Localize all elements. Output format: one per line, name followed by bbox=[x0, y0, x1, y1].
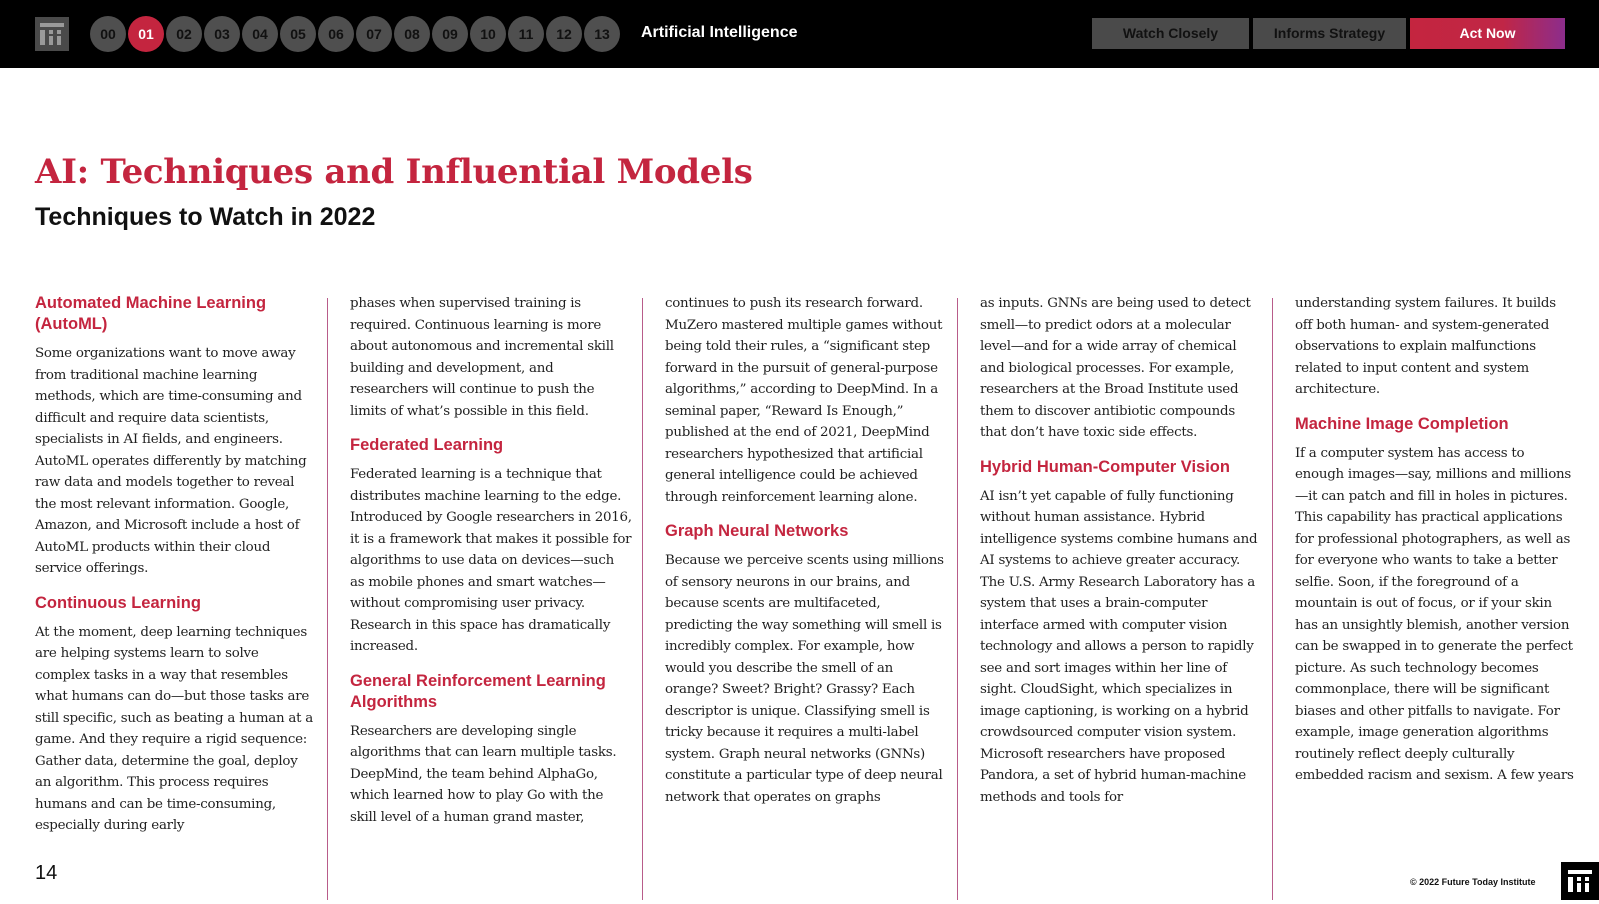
heading-federated-learning: Federated Learning bbox=[350, 436, 504, 454]
top-navigation-bar bbox=[0, 0, 1599, 68]
paragraph-continuous-learning-cont: phases when supervised training is required. Continuous learning is more about autonomous and incremental skill building and development, and researchers will continue to push the limits of what’s possible in this field. bbox=[350, 296, 614, 419]
heading-automl: Automated Machine Learning (AutoML) bbox=[35, 294, 267, 333]
text-column-3 bbox=[665, 293, 947, 821]
chapter-10-button[interactable]: 10 bbox=[470, 16, 506, 52]
heading-graph-neural-networks: Graph Neural Networks bbox=[665, 522, 849, 540]
text-column-4 bbox=[980, 293, 1262, 821]
fti-logo-icon[interactable] bbox=[35, 17, 69, 51]
paragraph-continuous-learning: At the moment, deep learning techniques are helping systems learn to solve complex tasks in a way that resembles what humans can do—but those tasks are still specific, such as beating a human at a game. And they require a rigid sequence: Gather data, determine the goal, deploy an algorithm. This process requires humans and can be time-consuming, especially during early bbox=[35, 624, 313, 833]
paragraph-hybrid-human-computer-vision: AI isn’t yet capable of fully functioning without human assistance. Hybrid intelligence systems combine humans and AI systems to achieve greater accuracy. The U.S. Army Research Laboratory has a system that uses a brain-computer interface armed with computer vision technology and allows a person to rapidly see and sort images within her line of sight. CloudSight, which specializes in image captioning, is working on a hybrid crowdsourced computer vision system. Microsoft researchers have proposed Pandora, a set of hybrid human-machine methods and tools for bbox=[980, 488, 1258, 805]
chapter-08-button[interactable]: 08 bbox=[394, 16, 430, 52]
column-divider bbox=[642, 298, 643, 900]
heading-continuous-learning: Continuous Learning bbox=[35, 593, 201, 612]
heading-general-reinforcement-learning: General Reinforcement Learning Algorithms bbox=[350, 671, 606, 711]
chapter-12-button[interactable]: 12 bbox=[546, 16, 582, 52]
paragraph-federated-learning: Federated learning is a technique that distributes machine learning to the edge. Introduced by Google researchers in 2016, it is a framework that makes it possible for algorithms to use data on devices—such as mobile phones and smart watches—without compromising user privacy. Research in this space has dramatically increased. bbox=[350, 467, 632, 654]
paragraph-machine-image-completion: If a computer system has access to enough images—say, millions and millions—it can patch and fill in holes in pictures. This capability has practical applications for professional photographers, as well as for everyone who wants to take a better selfie. Soon, if the foreground of a mountain is out of focus, or if your skin has an unsightly blemish, another version can be swapped in to generate the perfect picture. As such technology becomes commonplace, there will be significant biases and other pitfalls to navigate. For example, image generation algorithms routinely reflect deeply culturally embedded racism and sexism. A few years bbox=[1295, 445, 1574, 783]
column-divider bbox=[327, 298, 328, 900]
chapter-00-button[interactable]: 00 bbox=[90, 16, 126, 52]
chapter-03-button[interactable]: 03 bbox=[204, 16, 240, 52]
act-now-button[interactable]: Act Now bbox=[1410, 18, 1565, 49]
paragraph-gnn-cont: as inputs. GNNs are being used to detect smell—to predict odors at a molecular level—and for a wide array of chemical and biological processes. For example, researchers at the Broad Institute used them to discover antibiotic compounds that don’t have toxic side effects. bbox=[980, 296, 1251, 440]
heading-machine-image-completion: Machine Image Completion bbox=[1295, 414, 1509, 433]
column-divider bbox=[1272, 298, 1273, 900]
heading-hybrid-human-computer-vision: Hybrid Human-Computer Vision bbox=[980, 457, 1230, 476]
copyright-notice: © 2022 Future Today Institute bbox=[1410, 877, 1536, 887]
watch-closely-button[interactable]: Watch Closely bbox=[1092, 18, 1249, 49]
paragraph-reinforcement-learning-cont: continues to push its research forward. MuZero mastered multiple games without being told their rules, a “significant step forward in the pursuit of general-purpose algorithms,” according to DeepMind. In a seminal paper, “Reward Is Enough,” published at the end of 2021, DeepMind researchers hypothesized that artificial general intelligence could be achieved through reinforcement learning alone. bbox=[665, 296, 943, 505]
page-title: AI: Techniques and Influential Models bbox=[35, 152, 753, 192]
fti-corner-logo-icon bbox=[1561, 862, 1599, 900]
text-column-2 bbox=[350, 293, 632, 841]
paragraph-hybrid-vision-cont: understanding system failures. It builds off both human- and system-generated observations to explain malfunctions related to input content and system architecture. bbox=[1295, 296, 1556, 397]
chapter-04-button[interactable]: 04 bbox=[242, 16, 278, 52]
column-divider bbox=[957, 298, 958, 900]
text-column-1 bbox=[35, 293, 317, 850]
paragraph-automl: Some organizations want to move away from traditional machine learning methods, which are time-consuming and difficult and require data scientists, specialists in AI fields, and engineers. AutoML operates differently by matching raw data and models together to reveal the most relevant information. Google, Amazon, and Microsoft include a host of AutoML products within their cloud service offerings. bbox=[35, 346, 307, 576]
page-number: 14 bbox=[35, 862, 58, 884]
page-subtitle: Techniques to Watch in 2022 bbox=[35, 203, 376, 231]
chapter-05-button[interactable]: 05 bbox=[280, 16, 316, 52]
section-title: Artificial Intelligence bbox=[641, 24, 798, 41]
chapter-06-button[interactable]: 06 bbox=[318, 16, 354, 52]
paragraph-general-reinforcement-learning: Researchers are developing single algorithms that can learn multiple tasks. DeepMind, the team behind AlphaGo, which learned how to play Go with the skill level of a human grand master, bbox=[350, 723, 617, 825]
chapter-09-button[interactable]: 09 bbox=[432, 16, 468, 52]
chapter-01-button[interactable]: 01 bbox=[128, 16, 164, 52]
chapter-11-button[interactable]: 11 bbox=[508, 16, 544, 52]
chapter-02-button[interactable]: 02 bbox=[166, 16, 202, 52]
text-column-5 bbox=[1295, 293, 1577, 800]
informs-strategy-button[interactable]: Informs Strategy bbox=[1253, 18, 1406, 49]
chapter-13-button[interactable]: 13 bbox=[584, 16, 620, 52]
chapter-07-button[interactable]: 07 bbox=[356, 16, 392, 52]
paragraph-graph-neural-networks: Because we perceive scents using millions of sensory neurons in our brains, and because scents are multifaceted, predicting the way something will smell is incredibly complex. For example, how would you describe the smell of an orange? Sweet? Bright? Grassy? Each descriptor is unique. Classifying smell is tricky because it requires a multi-label system. Graph neural networks (GNNs) constitute a particular type of deep neural network that operates on graphs bbox=[665, 553, 944, 805]
